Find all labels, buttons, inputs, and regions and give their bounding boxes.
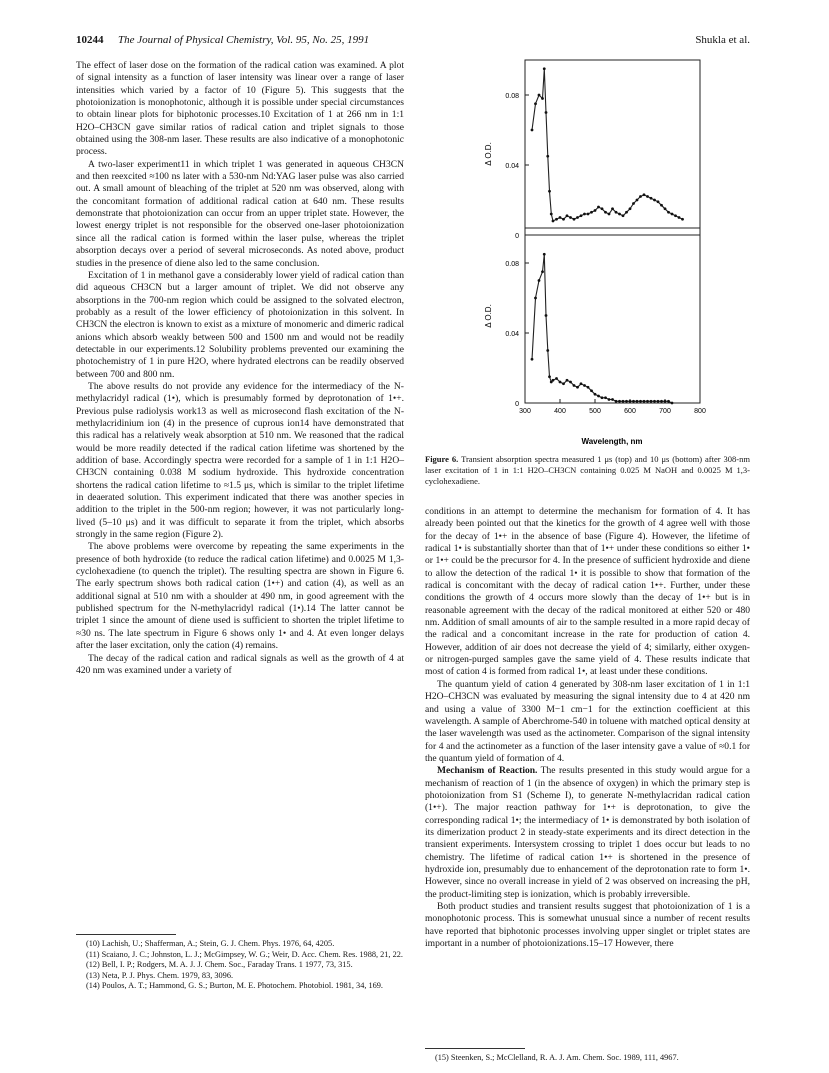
data-point [576, 386, 579, 389]
data-point [639, 400, 642, 403]
series-line [532, 69, 683, 221]
data-point [639, 195, 642, 198]
x-ticks [519, 399, 706, 415]
x-tick-label: 500 [589, 408, 601, 415]
reference: (15) Steenken, S.; McClelland, R. A. J. Am. Chem. Soc. 1989, 111, 4967. [435, 1053, 679, 1062]
data-point [636, 400, 639, 403]
data-point [569, 381, 572, 384]
data-point [580, 382, 583, 385]
reference: (13) Neta, P. J. Phys. Chem. 1979, 83, 3096. [86, 970, 234, 980]
right-column [425, 506, 750, 950]
y-tick-label: 0.04 [505, 331, 519, 338]
data-point [597, 206, 600, 209]
data-point [555, 218, 558, 221]
x-tick-label: 600 [624, 408, 636, 415]
data-point [608, 398, 611, 401]
data-point [625, 211, 628, 214]
data-point [674, 214, 677, 217]
data-point [552, 220, 555, 223]
data-point [566, 379, 569, 382]
data-point [543, 67, 546, 70]
footnote-rule [425, 1048, 525, 1049]
data-point [538, 279, 541, 282]
paragraph: Both product studies and transient results suggest that photoionization of 1 is a monophotonic process. This is somewhat unusual since a number of recent results have reported that biphotonic processes involving upper singlet or triplet states are important in a number of photoionizations.15–17 However, there [425, 901, 750, 950]
data-point [587, 213, 590, 216]
data-point [555, 377, 558, 380]
paragraph: conditions in an attempt to determine the mechanism for formation of 4. It has already been pointed out that the kinetics for the growth of 4 agree well with those for the decay of 1•+ in the absence of base (Figure 4). However, the lifetime of radical 1• is substantially shorter than that of 1•+ under these conditions so either 1• or 1•+ could be the precursor for 4. In the presence of sufficient hydroxide and diene to allow the detection of the radical 1• it is possible to show that formation of the radical is concomitant with the decay of radical cation 1•+. Further, under these conditions the growth of 4 occurs more slowly than the decay of 1•+ but is in reasonable agreement with the decay of the radical monitored at either 520 or 480 nm. Addition of small amounts of air to the sample resulted in a more rapid decay of the radical and a concomitant increase in the rate for production of cation 4. However, addition of air does not decrease the yield of 4; similarly, either oxygen- or nitrogen-purged samples gave the same yield of 4. These results indicate that most of cation 4 is formed from radical 1•, at least under these conditions. [425, 506, 750, 678]
x-tick-label: 400 [554, 408, 566, 415]
data-point [569, 216, 572, 219]
figure-caption [425, 454, 750, 486]
section-text: The results presented in this study would argue for a mechanism of reaction of 1 (in the absence of oxygen) in which the primary step is photoionization from S1 (Scheme I), to generate N-methylacridan radical cation (1•+). The major reaction pathway for 1•+ is deprotonation, to give the corresponding radical 1•; the intermediacy of 1• is demonstrated by both isolation of its dimerization product 2 in steady-state experiments and its direct detection in the transient experiments. Intersystem crossing to triplet 1 does occur but leads to no chemistry. The lifetime of radical cation 1•+ is shortened in the presence of hydroxide ion, presumably due to enhancement of the deprotonation rate to form 1•. However, since no overall increase in yield of 2 was observed on increasing the pH, the product-limiting step is ionization, which is probably irreversible. [425, 765, 750, 900]
data-point [618, 400, 621, 403]
data-point [531, 358, 534, 361]
data-point [594, 209, 597, 212]
data-point [681, 218, 684, 221]
caption-text: Transient absorption spectra measured 1 μs (top) and 10 μs (bottom) after 308-nm laser excitation of 1 in 1:1 H2O–CH3CN containing 0.025 M NaOH and 0.0025 M 1,3-cyclohexadiene. [425, 454, 750, 486]
data-point [636, 199, 639, 202]
y-tick-label: 0.04 [505, 163, 519, 170]
x-tick-label: 800 [694, 408, 706, 415]
paragraph: The decay of the radical cation and radical signals as well as the growth of 4 at 420 nm was examined under a variety of [76, 652, 404, 676]
data-point [550, 213, 553, 216]
data-point [559, 216, 562, 219]
data-point [653, 199, 656, 202]
data-point [587, 386, 590, 389]
y-tick-label: 0.08 [505, 261, 519, 268]
data-point [597, 395, 600, 398]
data-point [650, 400, 653, 403]
paragraph: Excitation of 1 in methanol gave a considerably lower yield of radical cation than did aqueous CH3CN but a larger amount of triplet. We did not observe any absorptions in the 700-nm region which could be assigned to the solvated electron, probably as a result of the lower efficiency of photoionization in this solvent. In CH3CN the electron is known to exist as a mixture of monomeric and dimeric radical anions which absorb weakly between 500 and 1500 nm and would not be readily detectable in our experiments.12 Solubility problems prevented our examining the photochemistry of 1 in pure H2O, where hydrated electrons can be readily observed between 700 and 800 nm. [76, 269, 404, 380]
data-point [611, 398, 614, 401]
journal-citation: The Journal of Physical Chemistry, Vol. 95, No. 25, 1991 [118, 34, 370, 46]
reference: (10) Lachish, U.; Shafferman, A.; Stein, G. J. Chem. Phys. 1976, 64, 4205. [86, 939, 335, 948]
data-point [601, 396, 604, 399]
data-point [622, 400, 625, 403]
data-point [548, 190, 551, 193]
data-point [671, 213, 674, 216]
data-point [583, 213, 586, 216]
footnote-rule [76, 934, 176, 935]
data-point [643, 193, 646, 196]
plot-frame [525, 228, 700, 403]
data-point [608, 213, 611, 216]
data-point [650, 197, 653, 200]
data-point [678, 216, 681, 219]
caption-label: Figure 6. [425, 454, 459, 464]
figure-6 [425, 58, 750, 478]
paragraph: The effect of laser dose on the formation of the radical cation was examined. A plot of signal intensity as a function of laser intensity was linear over a range of laser intensities which varied by a factor of 10 (Figure 5). This suggests that the photoionization is monophotonic, although it is possible under special circumstances to obtain linear plots for biphotonic processes.10 Excitation of 1 at 266 nm in 1:1 H2O–CH3CN gave similar ratios of radical cation and triplet signals to those obtained using the 308-nm laser. These results are also indicative of a monophotonic process. [76, 60, 404, 158]
data-point [546, 349, 549, 352]
data-point [566, 214, 569, 217]
data-point [632, 400, 635, 403]
data-point [629, 400, 632, 403]
data-point [615, 400, 618, 403]
y-axis-label: Δ O.D. [484, 142, 493, 166]
y-axis-label: Δ O.D. [484, 304, 493, 328]
data-point [541, 270, 544, 273]
data-point [580, 214, 583, 217]
data-point [531, 129, 534, 132]
section-heading: Mechanism of Reaction. [437, 765, 538, 777]
data-point [543, 253, 546, 256]
data-point [562, 382, 565, 385]
data-point [541, 97, 544, 100]
author-header: Shukla et al. [695, 34, 750, 46]
data-point [545, 111, 548, 114]
paragraph: The quantum yield of cation 4 generated by 308-nm laser excitation of 1 in 1:1 H2O–CH3CN was evaluated by measuring the signal intensity due to 4 at 420 nm and using a value of 3300 M−1 cm−1 for the extinction coefficient at this wavelength. A sample of Aberchrome-540 in toluene with matched optical density at the laser wavelength was used as the actinometer. Comparison of the signal intensity for 4 and the actinometer as a function of the laser intensity gave a value of ≈0.1 for the quantum yield of formation of 4. [425, 678, 750, 764]
page-number: 10244 [76, 34, 104, 46]
data-point [604, 211, 607, 214]
data-point [618, 213, 621, 216]
data-point [664, 207, 667, 210]
data-point [643, 400, 646, 403]
footnotes-right [425, 1053, 750, 1064]
data-point [604, 396, 607, 399]
reference: (14) Poulos, A. T.; Hammond, G. S.; Burton, M. E. Photochem. Photobiol. 1981, 34, 169. [86, 981, 384, 991]
data-point [546, 155, 549, 158]
data-point [667, 400, 670, 403]
paragraph: The above problems were overcome by repeating the same experiments in the presence of both hydroxide (to reduce the radical cation lifetime) and 0.0025 M 1,3-cyclohexadiene (to quench the triplet). The resulting spectra are shown in Figure 6. The early spectrum shows both radical cation (1•+) and cation (4), as well as an additional signal at 510 nm with a shoulder at 490 nm, in good agreement with the published spectrum for the N-methylacridyl radical (1•).14 The latter cannot be triplet 1 since the amount of diene used is sufficient to shorten the triplet lifetime to ≈30 ns. The late spectrum in Figure 6 shows only 1• and 4. At even longer delays after the laser excitation, only the cation (4) remains. [76, 541, 404, 652]
reference: (11) Scaiano, J. C.; Johnston, L. J.; McGimpsey, W. G.; Weir, D. Acc. Chem. Res. 1988, 21, 22. [86, 949, 403, 959]
data-point [646, 400, 649, 403]
data-point [545, 314, 548, 317]
paragraph: The above results do not provide any evidence for the intermediacy of the N-methylacridyl radical (1•), which is presumably formed by deprotonation of 1•+. Previous pulse radiolysis work13 as well as microsecond flash excitation of the N-methylacridinium ion (4) in the presence of cuprous ion14 have demonstrated that this radical has a relatively weak absorption at 510 nm. We reasoned that the radical would be more readily detected if the radical cation lifetime was shortened by the addition of base. Accordingly spectra were recorded for a sample of 1 in 1:1 H2O–CH3CN containing 0.038 M sodium hydroxide. This hydroxide concentration shortens the radical cation lifetime to ≈1.5 μs, which is similar to the triplet lifetime in deaerated solution. This experiment indicated that there was another species in addition to the triplet in the 500-nm region; however, it was not particularly long-lived (5–10 μs) and it was difficult to separate it from the triplet, which absorbs strongly in the same region (Figure 2). [76, 380, 404, 541]
x-tick-label: 300 [519, 408, 531, 415]
data-point [576, 216, 579, 219]
data-point [534, 102, 537, 105]
data-point [611, 207, 614, 210]
data-point [629, 207, 632, 210]
paragraph: A two-laser experiment11 in which triplet 1 was generated in aqueous CH3CN and then reexcited ≈100 ns later with a 530-nm Nd:YAG laser pulse was also carried out. A small amount of bleaching of the triplet at 520 nm was observed, along with the concomitant formation of additional radical cation at 640 nm. These results demonstrate that photoionization can occur from an upper triplet state. However, the lowest energy triplet is not responsible for the observed one-laser photoionization since all the radical cation is formed within the laser pulse, whereas the triplet absorption decays over a period of several microseconds. As noted above, product studies in the presence of diene also led to the same conclusion. [76, 158, 404, 269]
data-point [559, 381, 562, 384]
data-point [657, 400, 660, 403]
data-point [667, 211, 670, 214]
y-tick-label: 0 [515, 233, 519, 240]
data-points [531, 67, 684, 222]
data-points [531, 253, 674, 405]
left-column [76, 60, 404, 677]
data-point [664, 400, 667, 403]
reference: (12) Bell, I. P.; Rodgers, M. A. J. J. Chem. Soc., Faraday Trans. 1 1977, 73, 315. [86, 960, 353, 970]
data-point [660, 400, 663, 403]
running-header [76, 34, 750, 52]
data-point [548, 375, 551, 378]
data-point [653, 400, 656, 403]
data-point [590, 389, 593, 392]
spectra-plot [425, 58, 750, 453]
x-tick-label: 700 [659, 408, 671, 415]
panel-top [484, 60, 700, 240]
data-point [594, 393, 597, 396]
data-point [625, 400, 628, 403]
data-point [590, 211, 593, 214]
data-point [622, 214, 625, 217]
footnotes-left [76, 939, 404, 992]
data-point [552, 379, 555, 382]
data-point [534, 297, 537, 300]
panel-bottom [484, 228, 706, 446]
data-point [632, 202, 635, 205]
data-point [562, 218, 565, 221]
data-point [573, 218, 576, 221]
data-point [538, 94, 541, 97]
data-point [646, 195, 649, 198]
data-point [657, 200, 660, 203]
y-tick-label: 0 [515, 401, 519, 408]
y-tick-label: 0.08 [505, 93, 519, 100]
x-axis-label: Wavelength, nm [581, 437, 643, 446]
data-point [615, 211, 618, 214]
data-point [583, 384, 586, 387]
data-point [573, 384, 576, 387]
data-point [601, 207, 604, 210]
paragraph [425, 765, 750, 901]
data-point [660, 204, 663, 207]
data-point [671, 402, 674, 405]
